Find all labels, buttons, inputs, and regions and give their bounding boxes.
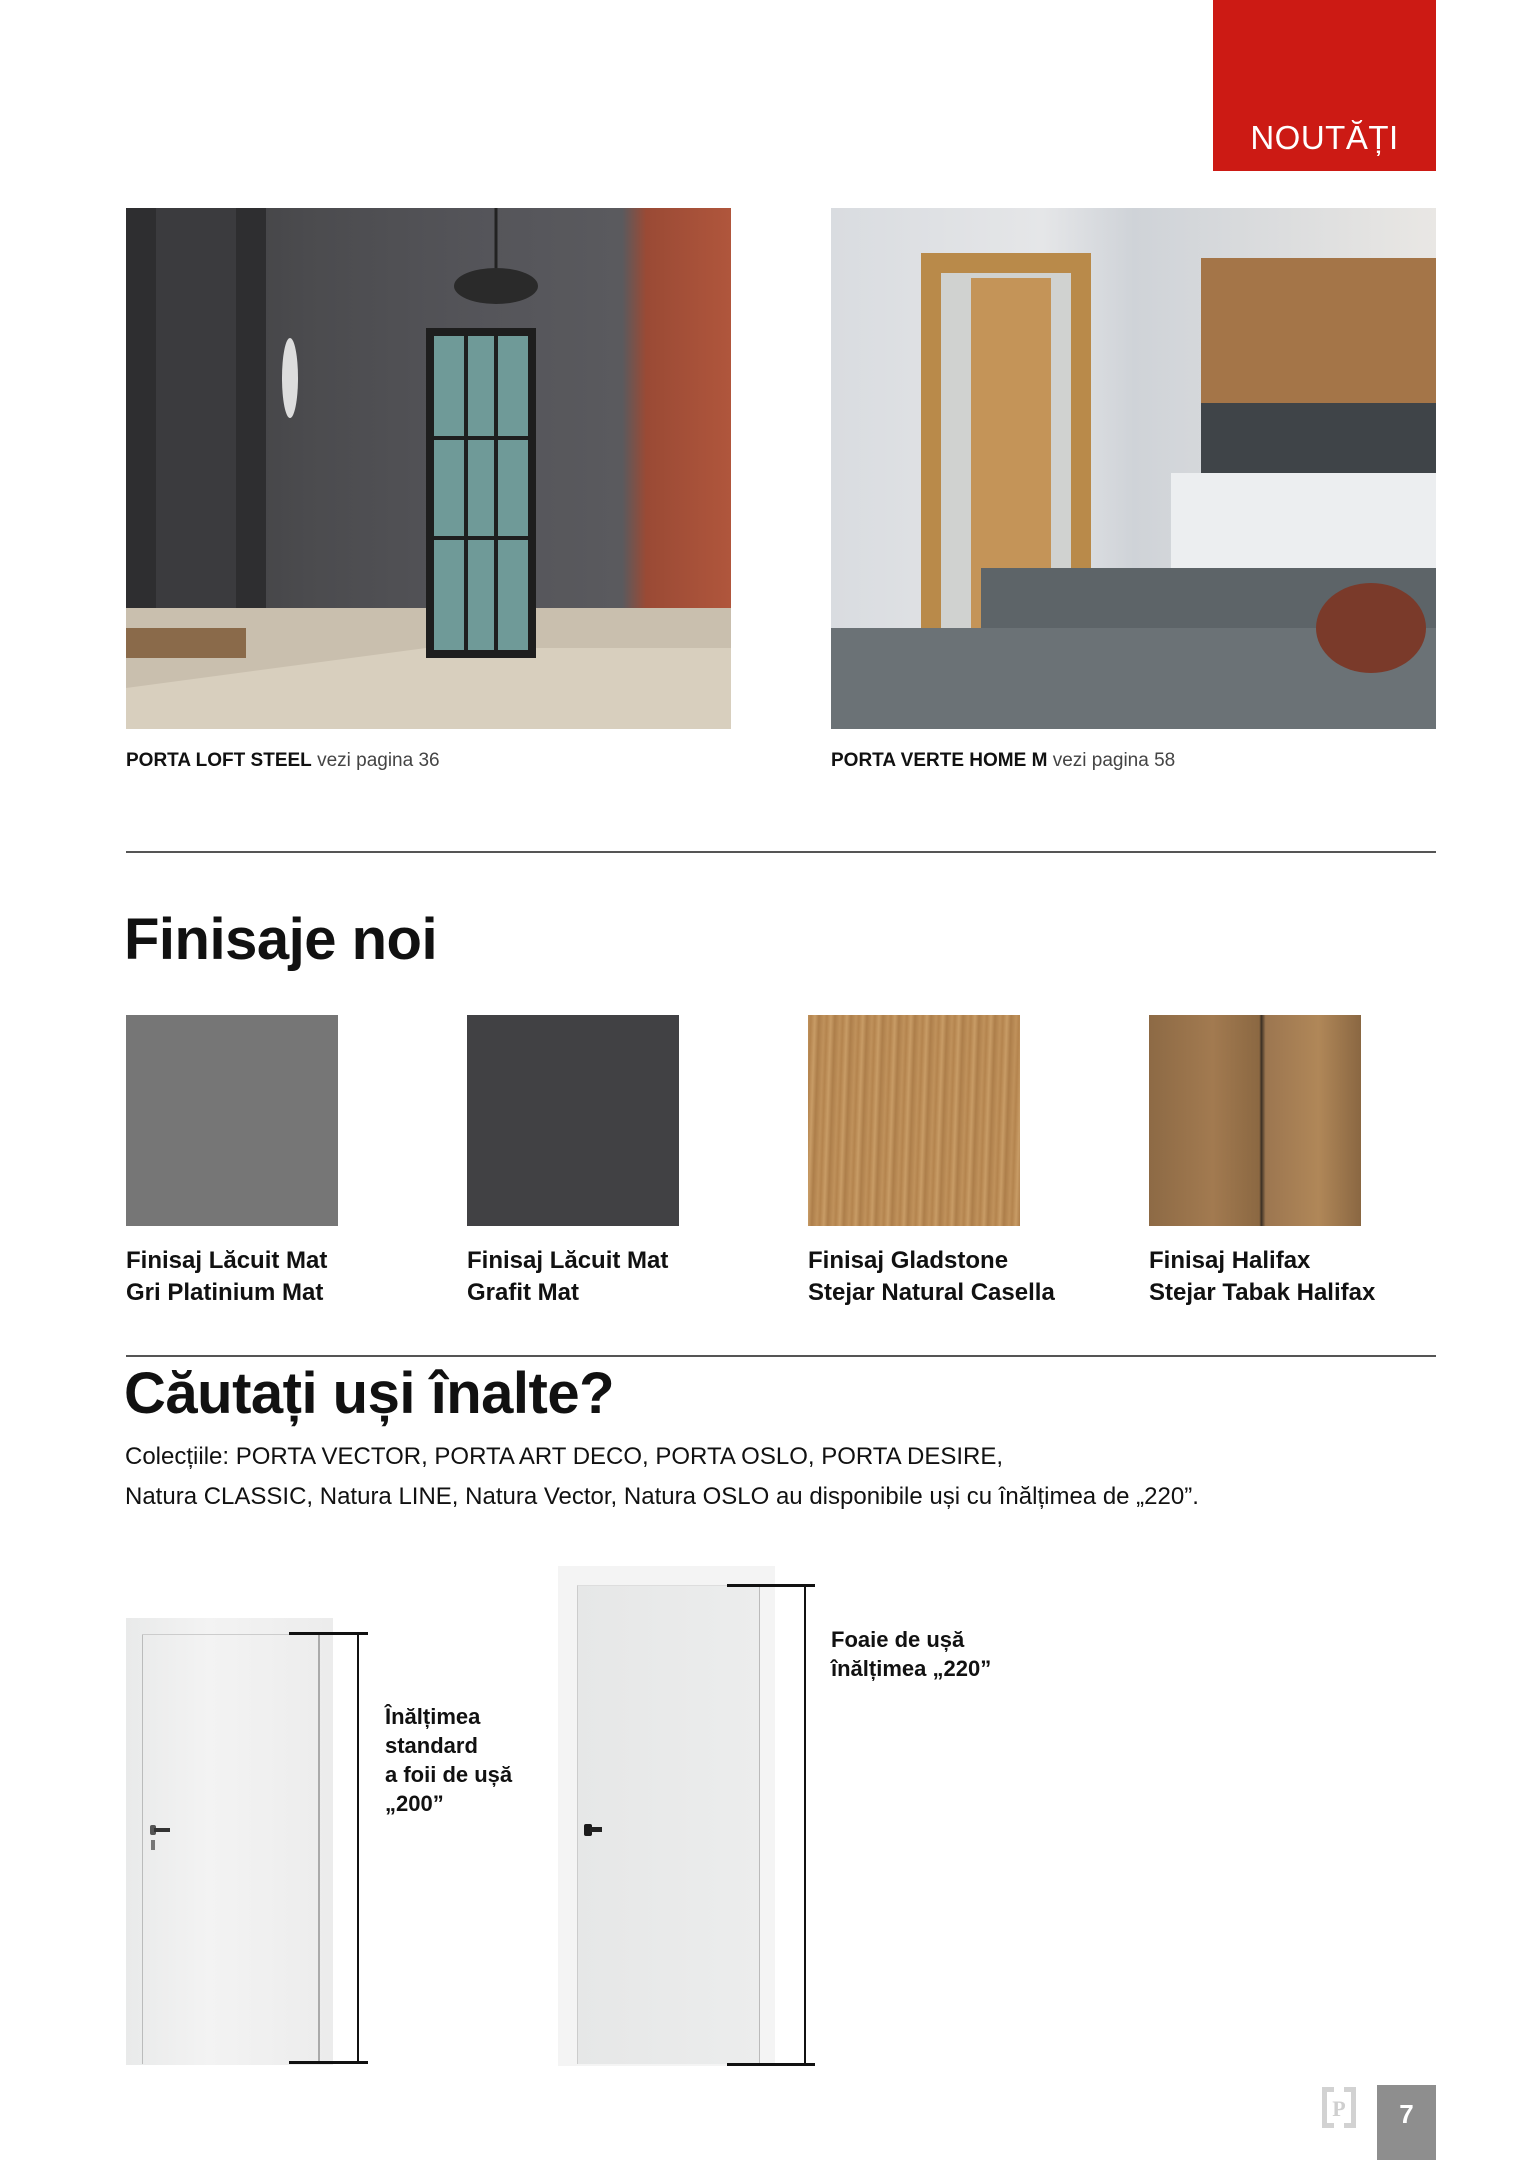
finish-type: Finisaj Gladstone: [808, 1247, 1009, 1274]
page-number: 7: [1377, 2085, 1436, 2160]
description-line: Colecțiile: PORTA VECTOR, PORTA ART DECO, PORTA OSLO, PORTA DESIRE,: [125, 1443, 1004, 1470]
label-line: standard: [385, 1733, 478, 1758]
photo-porta-loft-steel: [126, 208, 731, 729]
page-reference: vezi pagina 58: [1052, 750, 1176, 771]
product-name: PORTA LOFT STEEL: [126, 750, 312, 771]
product-name: PORTA VERTE HOME M: [831, 750, 1048, 771]
photo-porta-verte-home-m: [831, 208, 1436, 729]
swatch-gri-platinium: [126, 1015, 338, 1226]
swatch-grafit: [467, 1015, 679, 1226]
swatch-gladstone: [808, 1015, 1020, 1226]
label-line: „200”: [385, 1791, 444, 1816]
tall-doors-title: Căutați uși înalte?: [124, 1361, 615, 1426]
finish-label: [467, 1245, 668, 1309]
standard-door-image: [126, 1618, 333, 2065]
finish-type: Finisaj Lăcuit Mat: [126, 1247, 328, 1274]
kitchen-interior-illustration: [831, 208, 1436, 729]
finish-name: Stejar Tabak Halifax: [1149, 1279, 1376, 1306]
page-reference: vezi pagina 36: [317, 750, 440, 771]
loft-interior-illustration: [126, 208, 731, 729]
finish-name: Grafit Mat: [467, 1279, 580, 1306]
finish-name: Stejar Natural Casella: [808, 1279, 1055, 1306]
standard-height-label: [385, 1702, 512, 1818]
tall-doors-description: [125, 1437, 1199, 1517]
height-bracket-top: [727, 1584, 815, 1587]
height-bracket-bottom: [289, 2061, 368, 2064]
finish-label: [808, 1245, 1055, 1309]
label-line: Foaie de ușă: [831, 1627, 965, 1652]
label-line: înălțimea „220”: [831, 1656, 992, 1681]
height-bracket-bottom: [727, 2063, 815, 2066]
brand-logo: [1320, 2085, 1358, 2130]
tall-door-image: [558, 1566, 775, 2066]
section-badge-label: NOUTĂȚI: [1250, 119, 1399, 156]
finish-type: Finisaj Lăcuit Mat: [467, 1247, 669, 1274]
description-line: Natura CLASSIC, Natura LINE, Natura Vector, Natura OSLO au disponibile uși cu înălțimea de „220”.: [125, 1483, 1199, 1510]
finish-type: Finisaj Halifax: [1149, 1247, 1311, 1274]
photo-caption-2: [831, 750, 1175, 772]
label-line: Înălțimea: [385, 1704, 481, 1729]
svg-text:P: P: [1332, 2096, 1346, 2121]
tall-height-label: [831, 1625, 991, 1683]
label-line: a foii de ușă: [385, 1762, 513, 1787]
height-bracket-line: [357, 1633, 359, 2063]
finishes-title: Finisaje noi: [124, 907, 438, 972]
divider: [126, 1355, 1436, 1357]
finish-name: Gri Platinium Mat: [126, 1279, 324, 1306]
height-bracket-line: [804, 1585, 806, 2065]
section-badge: [1213, 0, 1436, 171]
divider: [126, 851, 1436, 853]
swatch-halifax: [1149, 1015, 1361, 1226]
porta-logo-icon: [1320, 2085, 1358, 2130]
photo-caption-1: [126, 750, 440, 772]
finish-label: [126, 1245, 327, 1309]
finish-label: [1149, 1245, 1375, 1309]
